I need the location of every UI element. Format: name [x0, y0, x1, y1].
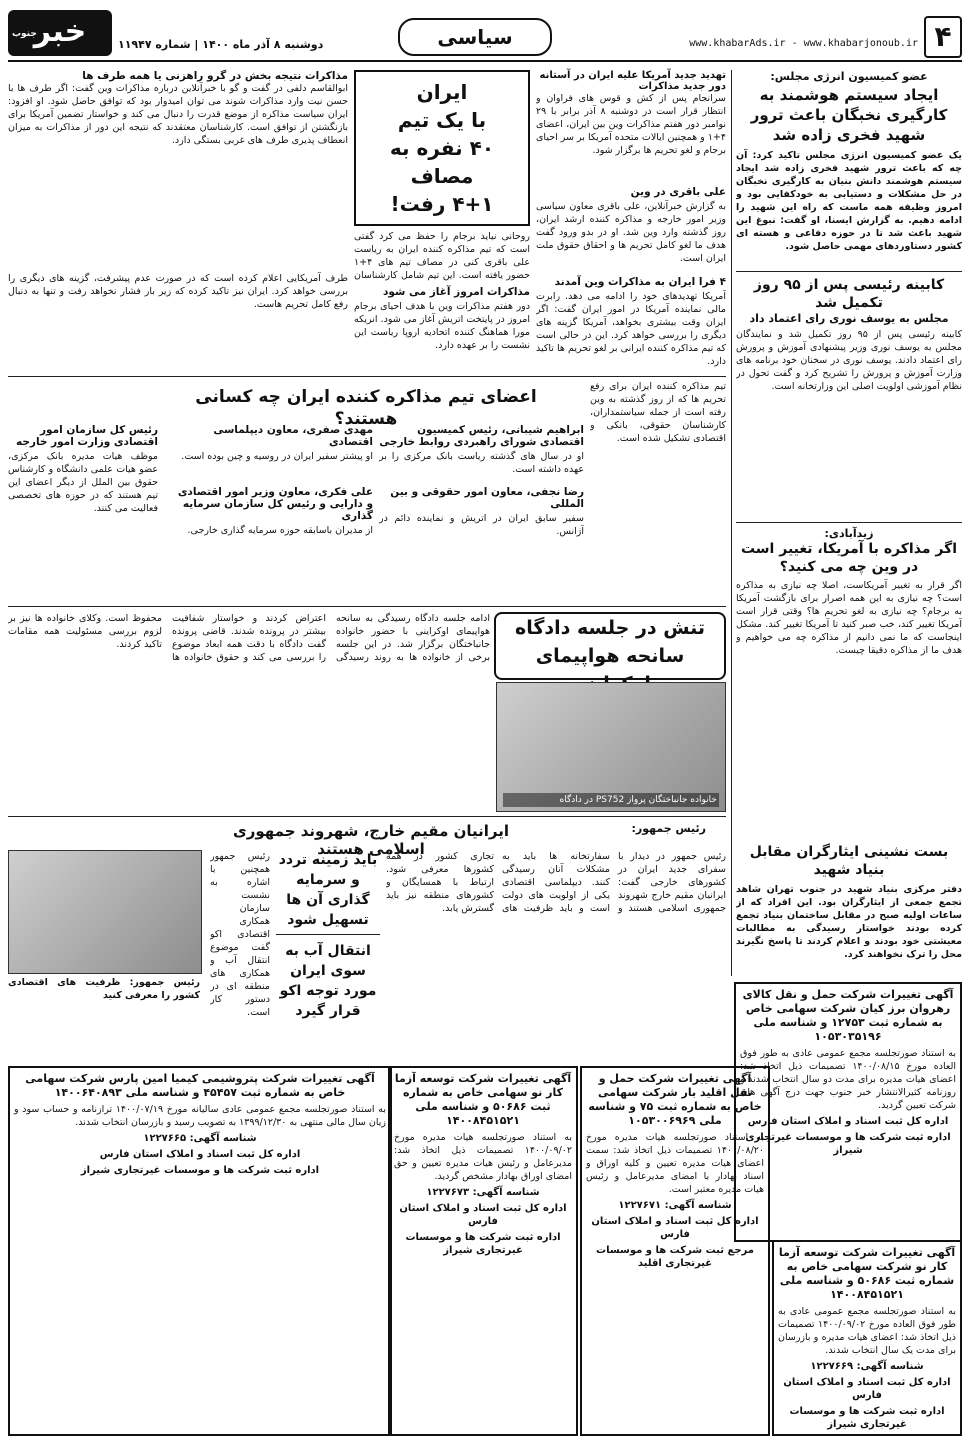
team-side [8, 420, 158, 515]
raisi-quote-2: انتقال آب به سوی ایران مورد توجه اکو قرار گیرد [279, 943, 377, 1019]
raisi-caption: رئیس جمهور: ظرفیت های اقتصادی کشور را معرفی کنید [8, 977, 200, 1001]
ad-code: شناسه آگهی: ۱۲۲۷۶۶۹ [810, 1361, 924, 1372]
team-40-article [354, 70, 530, 372]
site-url[interactable]: www.khabarAds.ir - www.khabarjonoub.ir [689, 38, 918, 49]
member-name: رضا نجفی، معاون امور حقوقی و بین المللی [390, 486, 584, 510]
negotiation-body2: طرف آمریکایی اعلام کرده است که در صورت عدم پیشرفت، گزینه های دیگری را بررسی خواهد کرد. ایران نیز تاکید کرده که زیر بار فشار نخواهد رفت و تنها به دنبال رفع کامل تحریم هاست. [8, 273, 348, 310]
ad-body: به استناد صورتجلسه مجمع عمومی عادی به طور فوق العاده مورخ ۱۴۰۰/۰۹/۰۲ تصمیمات ذیل اتخاذ شد: اعضای هیات مدیره و بازرسان برای مدت یک سال انتخاب شدند. [778, 1306, 956, 1356]
cabinet-kicker: مجلس به یوسف نوری رای اعتماد داد [749, 312, 949, 325]
raisi-kicker: رئیس جمهور: [631, 822, 706, 835]
ad-box [8, 1066, 392, 1436]
newspaper-logo [8, 10, 112, 56]
ad-title: آگهی تغییرات شرکت حمل و نقل کالای رهروان برز کیان شرکت سهامی خاص به شماره ثبت ۱۲۷۵۳ و شناسه ملی ۱۰۵۳۰۳۵۱۹۶ [742, 988, 954, 1043]
ad-title: آگهی تغییرات شرکت توسعه آزما کار نو شرکت سهامی خاص به شماره ثبت ۵۰۶۸۶ و شناسه ملی ۱۴۰۰۸۴۵۱۵۲۱ [778, 1246, 956, 1301]
martyr-body: دفتر مرکزی بنیاد شهید در جنوب تهران شاهد تجمع جمعی از ایثارگران بود. این افراد که از ساعات اولیه صبح در مقابل ساختمان بنیاد تجمع کرده بودند خواستار رسیدگی به مطالبات معیشتی خود بودند و اعلام کردند تا پاسخ نگیرند محل را ترک نخواهند کرد. [736, 884, 962, 960]
cabinet-body: کابینه رئیسی پس از ۹۵ روز تکمیل شد و نمایندگان مجلس به یوسف نوری وزیر پیشنهادی آموزش و پرورش رای اعتماد دادند. یوسف نوری در سخنان خود برنامه های وزارت آموزش و پرورش را تشریح کرد و گفت تحول در نظام آموزشی اولویت اصلی این وزارتخانه است. [736, 329, 962, 392]
section-title: سیاسی [398, 18, 552, 56]
raisi-photo [8, 850, 202, 974]
team-member [168, 482, 373, 538]
court-title-1: تنش در جلسه دادگاه [515, 617, 705, 639]
ad-body: به استناد صورتجلسه هیات مدیره مورخ ۱۴۰۰/۰۸/۲۰ تصمیمات ذیل اتخاذ شد: سمت اعضای هیات مدیره تعیین و کلیه اوراق و اسناد بهادار با امضای مدیرعامل و رئیس هیات مدیره معتبر است. [586, 1132, 764, 1195]
court-body: ادامه جلسه دادگاه رسیدگی به سانحه هواپیمای اوکراینی با حضور خانواده جانباختگان برگزار شد. در این جلسه برخی از خانواده ها به روند رسیدگی اعتراض کردند و خواستار شفافیت بیشتر در پرونده شدند. قاضی پرونده گفت دادگاه با دقت همه ابعاد موضوع را بررسی می کند و حقوق خانواده ها محفوظ است. وکلای خانواده ها نیز بر لزوم بررسی مسئولیت همه مقامات تاکید کردند. [8, 613, 490, 663]
raisi-title: ایرانیان مقیم خارج، شهروند جمهوری اسلامی هستند [232, 822, 510, 858]
vienna-body-a: سرانجام پس از کش و قوس های فراوان و انتظار قرار است در دوشنبه ۸ آذر برابر با ۲۹ نوامبر دور هفتم مذاکرات وین بین ایران، اعضای ۴+۱ و همچنین ایالات متحده آمریکا بر سر احیای برجام و لغو تحریم ها برگزار شود. [536, 93, 726, 156]
page-number: ۴ [924, 16, 962, 58]
ad-office-2: اداره ثبت شرکت ها و موسسات غیرتجاری شیراز [80, 1165, 320, 1176]
cabinet-title: کابینه رئیسی پس از ۹۵ روز تکمیل شد [753, 277, 945, 311]
ad-office-2: مرجع ثبت شرکت ها و موسسات غیرتجاری اقلید [596, 1245, 754, 1269]
team-side-head: رئیس کل سازمان امور اقتصادی وزارت امور خارجه [15, 424, 158, 448]
ad-title: آگهی تغییرات شرکت پتروشیمی کیمیا امین پارس شرکت سهامی خاص به شماره ثبت ۴۵۴۵۷ و شناسه ملی ۱۴۰۰۶۴۰۸۹۳ [25, 1072, 375, 1099]
zeidabadi-kicker: زیدآبادی: [824, 527, 874, 540]
team-section [8, 380, 726, 602]
left-column [8, 70, 348, 372]
ad-office-2: اداره ثبت شرکت ها و موسسات غیرتجاری شیراز [745, 1132, 951, 1156]
court-headline [494, 612, 726, 680]
page-header [8, 10, 962, 62]
vienna-body-c: آمریکا تهدیدهای خود را ادامه می دهد. رابرت مالی نماینده آمریکا در امور ایران گفت: اگر ایران وقت بیشتری بخواهد، آمریکا گزینه های دیگری را بررسی خواهد کرد. این در حالی است که تیم مذاکره کننده ایرانی بر لغو تحریم ها تاکید دارد. [536, 291, 726, 367]
article-body: یک عضو کمیسیون انرژی مجلس تاکید کرد: آن چه که باعث ترور شهید فخری زاده شد ایجاد سیستم هوشمند دانش بنیان به کارگیری نخبگان در حل مشکلات و دستیابی به خودکفایی بود و امروز وظیفه همه ماست که راه این شهید را ادامه دهیم. به گزارش ایسنا، او گفت: نبوغ این شهید باعث شد تا در حوزه دفاعی و هسته ای کشور دستاوردهای مهمی حاصل شود. [736, 150, 962, 252]
member-name: مهدی صفری، معاون دیپلماسی اقتصادی [213, 424, 373, 448]
martyr-title: بست نشینی ایثارگران مقابل بنیاد شهید [749, 844, 949, 878]
court-photo [496, 682, 726, 812]
ad-box [388, 1066, 578, 1436]
court-title-2: سانحه هواپیمای [535, 645, 685, 667]
raisi-body-2: رئیس جمهور همچنین با اشاره به نشست سازمان همکاری اقتصادی اکو گفت موضوع انتقال آب و همکاری های منطقه ای در دستور کار است. [210, 851, 270, 1018]
ad-office: اداره کل ثبت اسناد و املاک استان فارس [399, 1203, 567, 1227]
raisi-body: رئیس جمهور در دیدار با سفرای جدید ایران در کشورهای خارجی گفت: ایرانیان مقیم خارج شهروند جمهوری اسلامی هستند و سفارتخانه ها باید به مشکلات آنان رسیدگی کنند. دیپلماسی اقتصادی یکی از اولویت های دولت است و باید ظرفیت های تجاری کشور در همه کشورها معرفی شود. ارتباط با همسایگان و کشورهای منطقه نیز باید گسترش یابد. [386, 851, 726, 914]
dateline: دوشنبه ۸ آذر ماه ۱۴۰۰ | شماره ۱۱۹۴۷ [118, 38, 324, 51]
member-name: علی فکری، معاون وزیر امور اقتصادی و دارایی و رئیس کل سازمان سرمایه گذاری [177, 486, 373, 522]
court-photo-caption: خانواده جانباختگان پرواز PS752 در دادگاه [503, 793, 719, 807]
ad-box [580, 1066, 770, 1436]
negotiation-kicker: مذاکرات نتیجه بخش در گرو راهزنی یا همه طرف ها [82, 70, 348, 82]
negotiation-body: ابوالقاسم دلفی در گفت و گو با خبرآنلاین درباره مذاکرات وین گفت: اگر طرف ها با حسن نیت وارد مذاکرات شوند می توان امیدوار بود که توافق حاصل شود. او افزود: ایران سیاست مذاکره از موضع قدرت را دنبال می کند و خواستار تضمین آمریکا برای بازنگشتن از توافق است. کارشناسان معتقدند که نتیجه این دور از مذاکرات به میزان انعطاف پذیری طرف های غربی بستگی دارد. [8, 83, 348, 146]
ad-box [772, 1240, 962, 1436]
ad-title: آگهی تغییرات شرکت حمل و نقل اقلید بار شرکت سهامی خاص به شماره ثبت ۷۵ و شناسه ملی ۱۰۵۳۰۰۶۹۶۹ [588, 1072, 762, 1127]
team-40-body2: دور هفتم مذاکرات وین با هدف احیای برجام امروز در پایتخت اتریش آغاز می شود. انریکه مورا هماهنگ کننده اتحادیه اروپا ریاست این نشست را بر عهده دارد. [354, 301, 530, 351]
right-column [736, 70, 962, 976]
vienna-sub2: ۴ فرا ایران به مذاکرات وین آمدند [554, 276, 726, 288]
zeidabadi-body: اگر قرار به تغییر آمریکاست، اصلا چه نیازی به مذاکره است؟ چه نیازی به این همه اصرار برای بازگشت آمریکا به برجام؟ چه نیازی به لغو تحریم ها؟ وقتی قرار است آمریکا تغییر کند، خب صبر کنید تا آمریکا تغییر کند. مشکل اینجاست که ما نمی دانیم از مذاکره چه می خواهیم و هدف ما از مذاکره دقیقا چیست. [736, 580, 962, 656]
logo-text: خبر [33, 14, 87, 49]
member-name: ابراهیم شیبانی، رئیس کمیسیون اقتصادی شورای راهبردی روابط خارجی [379, 424, 584, 448]
ad-body: به استناد صورتجلسه مجمع عمومی عادی به طور فوق العاده مورخ ۱۴۰۰/۰۸/۱۵ تصمیمات ذیل اتخاذ شد: اعضای هیات مدیره برای مدت دو سال انتخاب شدند و روزنامه کثیرالانتشار خبر جنوب جهت درج آگهی های شرکت تعیین گردید. [740, 1048, 956, 1111]
team-title: اعضای تیم مذاکره کننده ایران چه کسانی هستند؟ [195, 387, 537, 429]
pull-quote-line: با یک تیم [397, 108, 487, 132]
vienna-sub1: علی باقری در وین [630, 186, 726, 198]
ad-code: شناسه آگهی: ۱۲۲۷۶۷۱ [618, 1200, 732, 1211]
team-member [379, 420, 584, 476]
ad-body: به استناد صورتجلسه هیات مدیره مورخ ۱۴۰۰/۰۹/۰۲ تصمیمات ذیل اتخاذ شد: مدیرعامل و رئیس هیات مدیره تعیین و حق امضای اوراق بهادار مشخص گردید. [394, 1132, 572, 1182]
member-desc: او پیشتر سفیر ایران در روسیه و چین بوده است. [181, 451, 373, 462]
pull-quote-line: ۴+۱ رفت! [390, 192, 494, 216]
article-title: ایجاد سیستم هوشمند به کارگیری نخبگان باعث ترور شهید فخری زاده شد [750, 86, 948, 144]
ad-code: شناسه آگهی: ۱۲۲۷۶۶۵ [143, 1133, 257, 1144]
zeidabadi-title: اگر مذاکره با آمریکا، تغییر است در وین چه می کنید؟ [740, 541, 958, 575]
vienna-body-b: به گزارش خبرآنلاین، علی باقری معاون سیاسی وزیر امور خارجه و مذاکره کننده ارشد ایران، روز گذشته وارد وین شد. او در بدو ورود گفت هدف ما لغو کامل تحریم ها و احقاق حقوق ملت ایران است. [536, 201, 726, 264]
team-40-body: روحانی نیاید برجام را حفظ می کرد گفتی است که تیم مذاکره کننده ایران به ریاست علی باقری کنی در مصاف تیم های ۴+۱ حضور یافته است. این تیم شامل کارشناسان [354, 231, 530, 281]
team-intro: تیم مذاکره کننده ایران برای رفع تحریم ها که از روز گذشته به وین رفته است از جمله سیاستمداران، کارشناسان حقوقی، بانکی و اقتصادی تشکیل شده است. [590, 381, 726, 444]
member-desc: سفیر سابق ایران در اتریش و نماینده دائم در آژانس. [379, 513, 584, 537]
pull-quote-line: ۴۰ نفره به مصاف [389, 136, 495, 188]
ad-office: اداره کل ثبت اسناد و املاک استان فارس [99, 1149, 301, 1160]
member-desc: از مدیران باسابقه حوزه سرمایه گذاری خارجی. [187, 525, 373, 536]
member-desc: او در سال های گذشته ریاست بانک مرکزی را بر عهده داشته است. [379, 451, 584, 475]
ad-office-2: اداره ثبت شرکت ها و موسسات غیرتجاری شیراز [789, 1406, 945, 1430]
raisi-article [8, 822, 726, 1060]
raisi-quotes [276, 850, 380, 1021]
ad-office-2: اداره ثبت شرکت ها و موسسات غیرتجاری شیراز [405, 1232, 561, 1256]
article-kicker: عضو کمیسیون انرژی مجلس: [770, 70, 928, 83]
ad-code: شناسه آگهی: ۱۲۲۷۶۷۳ [426, 1187, 540, 1198]
team-member [379, 482, 584, 538]
ad-office: اداره کل ثبت اسناد و املاک استان فارس [747, 1116, 949, 1127]
team-40-sub: مذاکرات امروز آغاز می شود [383, 286, 530, 298]
ad-title: آگهی تغییرات شرکت توسعه آزما کار نو سهامی خاص به شماره ثبت ۵۰۶۸۶ و شناسه ملی ۱۴۰۰۸۴۵۱۵۲۱ [394, 1072, 572, 1127]
ad-office: اداره کل ثبت اسناد و املاک استان فارس [591, 1216, 759, 1240]
vienna-article [536, 70, 726, 372]
raisi-quote-1: باید زمینه تردد و سرمایه گذاری آن ها تسهیل شود [276, 850, 380, 935]
ad-office: اداره کل ثبت اسناد و املاک استان فارس [783, 1377, 951, 1401]
vienna-kicker: تهدید جدید آمریکا علیه ایران در آستانه دور جدید مذاکرات [539, 70, 726, 92]
team-member [168, 420, 373, 476]
team-members [164, 420, 584, 538]
pull-quote [354, 70, 530, 226]
ad-body: به استناد صورتجلسه مجمع عمومی عادی سالیانه مورخ ۱۴۰۰/۰۷/۱۹ ترازنامه و حساب سود و زیان سال مالی منتهی به ۱۳۹۹/۱۲/۳۰ به تصویب رسید و بازرسان انتخاب شدند. [14, 1104, 386, 1128]
logo-sub: جنوب [12, 29, 37, 39]
team-side-body: موظف هیات مدیره بانک مرکزی، عضو هیات علمی دانشگاه و کارشناس حقوق بین الملل از دیگر اعضای این تیم هستند که در حوزه های تخصصی فعالیت می کنند. [8, 451, 158, 514]
pull-quote-line: ایران [416, 80, 468, 104]
